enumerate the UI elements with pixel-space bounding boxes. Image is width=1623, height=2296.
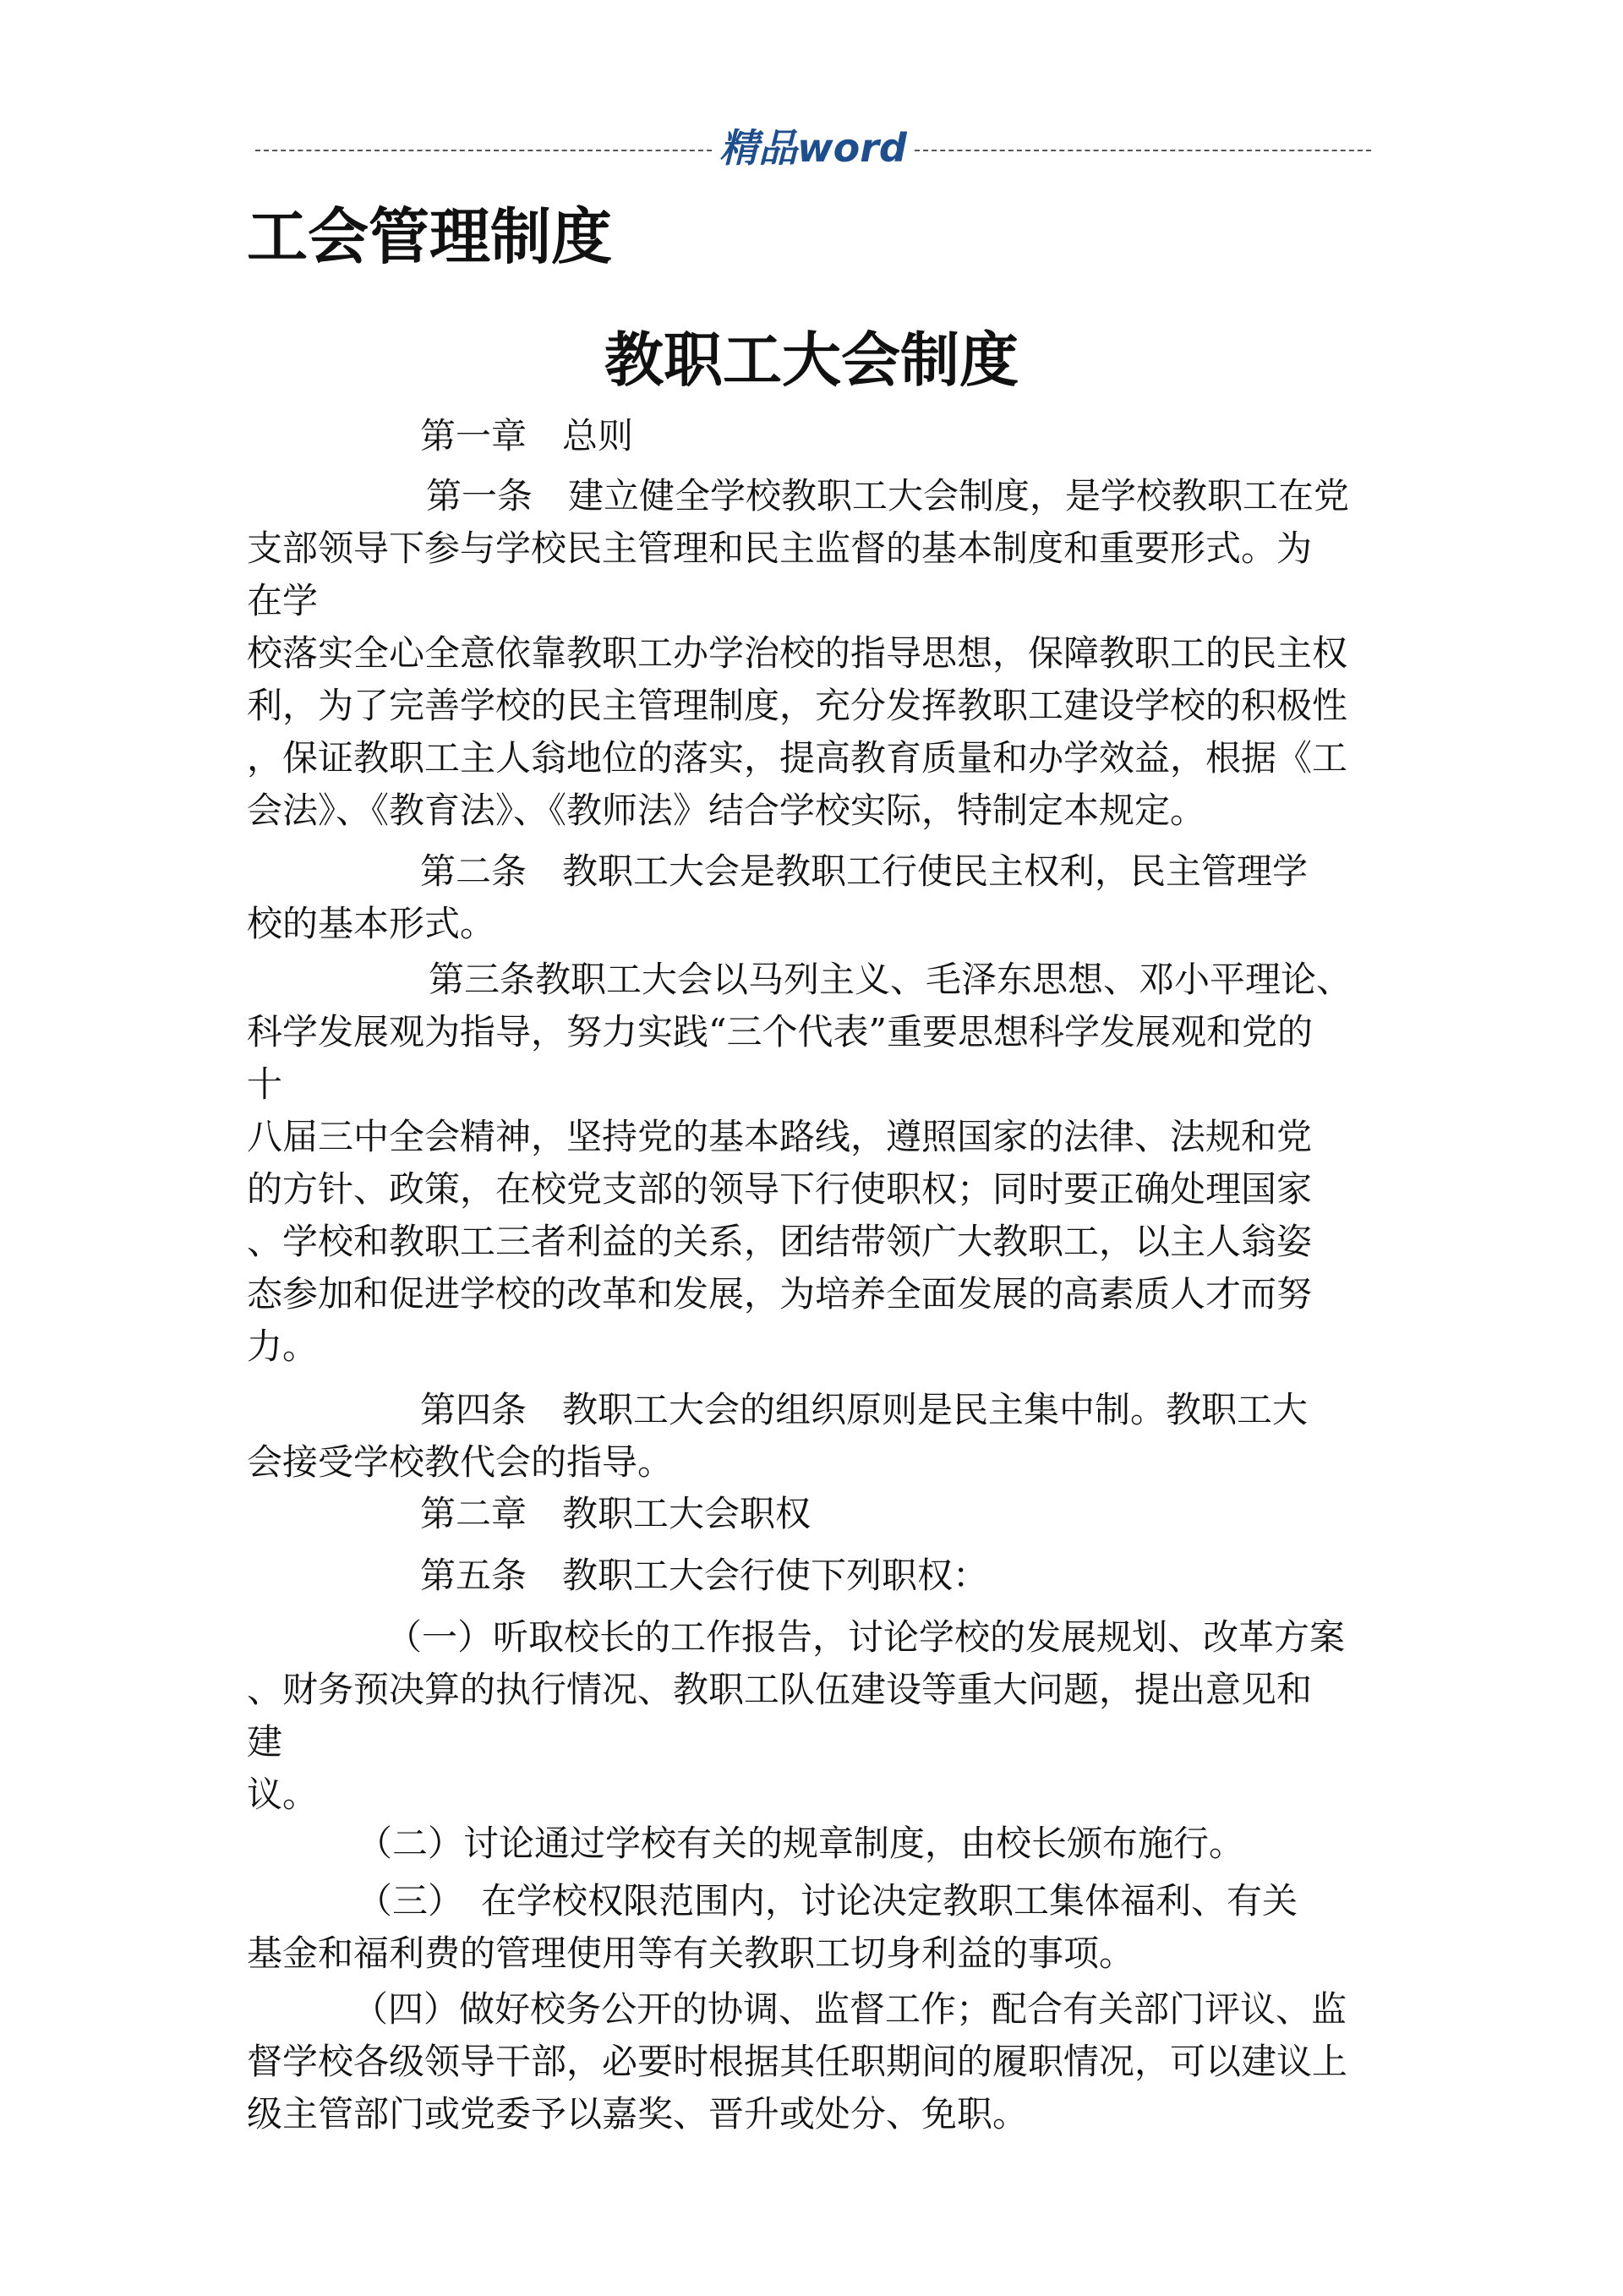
article-3-line: 态参加和促进学校的改革和发展，为培养全面发展的高素质人才而努 xyxy=(247,1273,1313,1315)
article-2-line: 第二条 教职工大会是教职工行使民主权利，民主管理学 xyxy=(420,850,1309,892)
item-1-line: （一）听取校长的工作报告，讨论学校的发展规划、改革方案 xyxy=(386,1616,1346,1658)
article-1-line: 利，为了完善学校的民主管理制度，充分发挥教职工建设学校的积极性 xyxy=(247,685,1348,726)
item-4 xyxy=(247,1983,1396,2140)
article-1-line: 会法》、《教育法》、《教师法》结合学校实际，特制定本规定。 xyxy=(247,790,1206,831)
page-header xyxy=(255,118,1371,178)
article-3-line: 的方针、政策，在校党支部的领导下行使职权；同时要正确处理国家 xyxy=(247,1168,1313,1210)
article-3-line: 、学校和教职工三者利益的关系，团结带领广大教职工，以主人翁姿 xyxy=(247,1221,1313,1262)
item-4-line: 级主管部门或党委予以嘉奖、晋升或处分、免职。 xyxy=(247,2093,1029,2135)
article-2-line: 校的基本形式。 xyxy=(247,903,496,944)
item-3-line: （三） 在学校权限范围内，讨论决定教职工集体福利、有关 xyxy=(357,1880,1298,1922)
document-subtitle: 教职工大会制度 xyxy=(604,325,1019,395)
item-4-line: 督学校各级领导干部，必要时根据其任职期间的履职情况，可以建议上 xyxy=(247,2041,1348,2082)
item-2-text: （二）讨论通过学校有关的规章制度，由校长颁布施行。 xyxy=(357,1823,1245,1864)
article-3-line: 十 xyxy=(247,1063,283,1105)
article-3-line: 科学发展观为指导，努力实践“三个代表”重要思想科学发展观和党的 xyxy=(247,1011,1313,1052)
article-1-line: 校落实全心全意依靠教职工办学治校的指导思想，保障教职工的民主权 xyxy=(247,632,1348,674)
article-2 xyxy=(247,845,1396,950)
article-1 xyxy=(247,470,1396,837)
article-4-line: 会接受学校教代会的指导。 xyxy=(247,1441,674,1483)
article-3-line: 力。 xyxy=(247,1326,319,1367)
item-1-line: 建 xyxy=(247,1721,283,1763)
article-1-line: 在学 xyxy=(247,580,319,621)
article-1-line: ，保证教职工主人翁地位的落实，提高教育质量和办学效益，根据《工 xyxy=(247,737,1348,779)
item-1-line: 议。 xyxy=(247,1774,319,1815)
article-5-text: 第五条 教职工大会行使下列职权： xyxy=(420,1555,989,1596)
chapter-1-text: 第一章 总则 xyxy=(420,415,634,456)
article-1-line: 第一条 建立健全学校教职工大会制度，是学校教职工在党 xyxy=(391,475,1350,517)
chapter-1-heading xyxy=(247,410,1396,462)
item-4-line: （四）做好校务公开的协调、监督工作；配合有关部门评议、监 xyxy=(352,1988,1347,2030)
item-1-line: 、财务预决算的执行情况、教职工队伍建设等重大问题，提出意见和 xyxy=(247,1669,1313,1710)
document-title: 工会管理制度 xyxy=(247,201,613,272)
item-3-line: 基金和福利费的管理使用等有关教职工切身利益的事项。 xyxy=(247,1932,1135,1974)
article-3 xyxy=(247,954,1396,1373)
item-1 xyxy=(247,1611,1396,1821)
chapter-2-heading xyxy=(247,1488,1396,1540)
header-brand: 精品word xyxy=(719,125,907,171)
item-3 xyxy=(247,1875,1396,1980)
article-4 xyxy=(247,1384,1396,1489)
article-1-line: 支部领导下参与学校民主管理和民主监督的基本制度和重要形式。为 xyxy=(247,528,1313,569)
chapter-2-text: 第二章 教职工大会职权 xyxy=(420,1493,812,1534)
header-dashed-rule-right xyxy=(915,150,1371,151)
header-dashed-rule-left xyxy=(255,150,712,151)
item-2 xyxy=(247,1818,1396,1870)
article-4-line: 第四条 教职工大会的组织原则是民主集中制。教职工大 xyxy=(420,1389,1309,1430)
article-3-line: 第三条教职工大会以马列主义、毛泽东思想、邓小平理论、 xyxy=(429,959,1352,1000)
article-3-line: 八届三中全会精神，坚持党的基本路线，遵照国家的法律、法规和党 xyxy=(247,1116,1313,1157)
article-5 xyxy=(247,1550,1396,1602)
